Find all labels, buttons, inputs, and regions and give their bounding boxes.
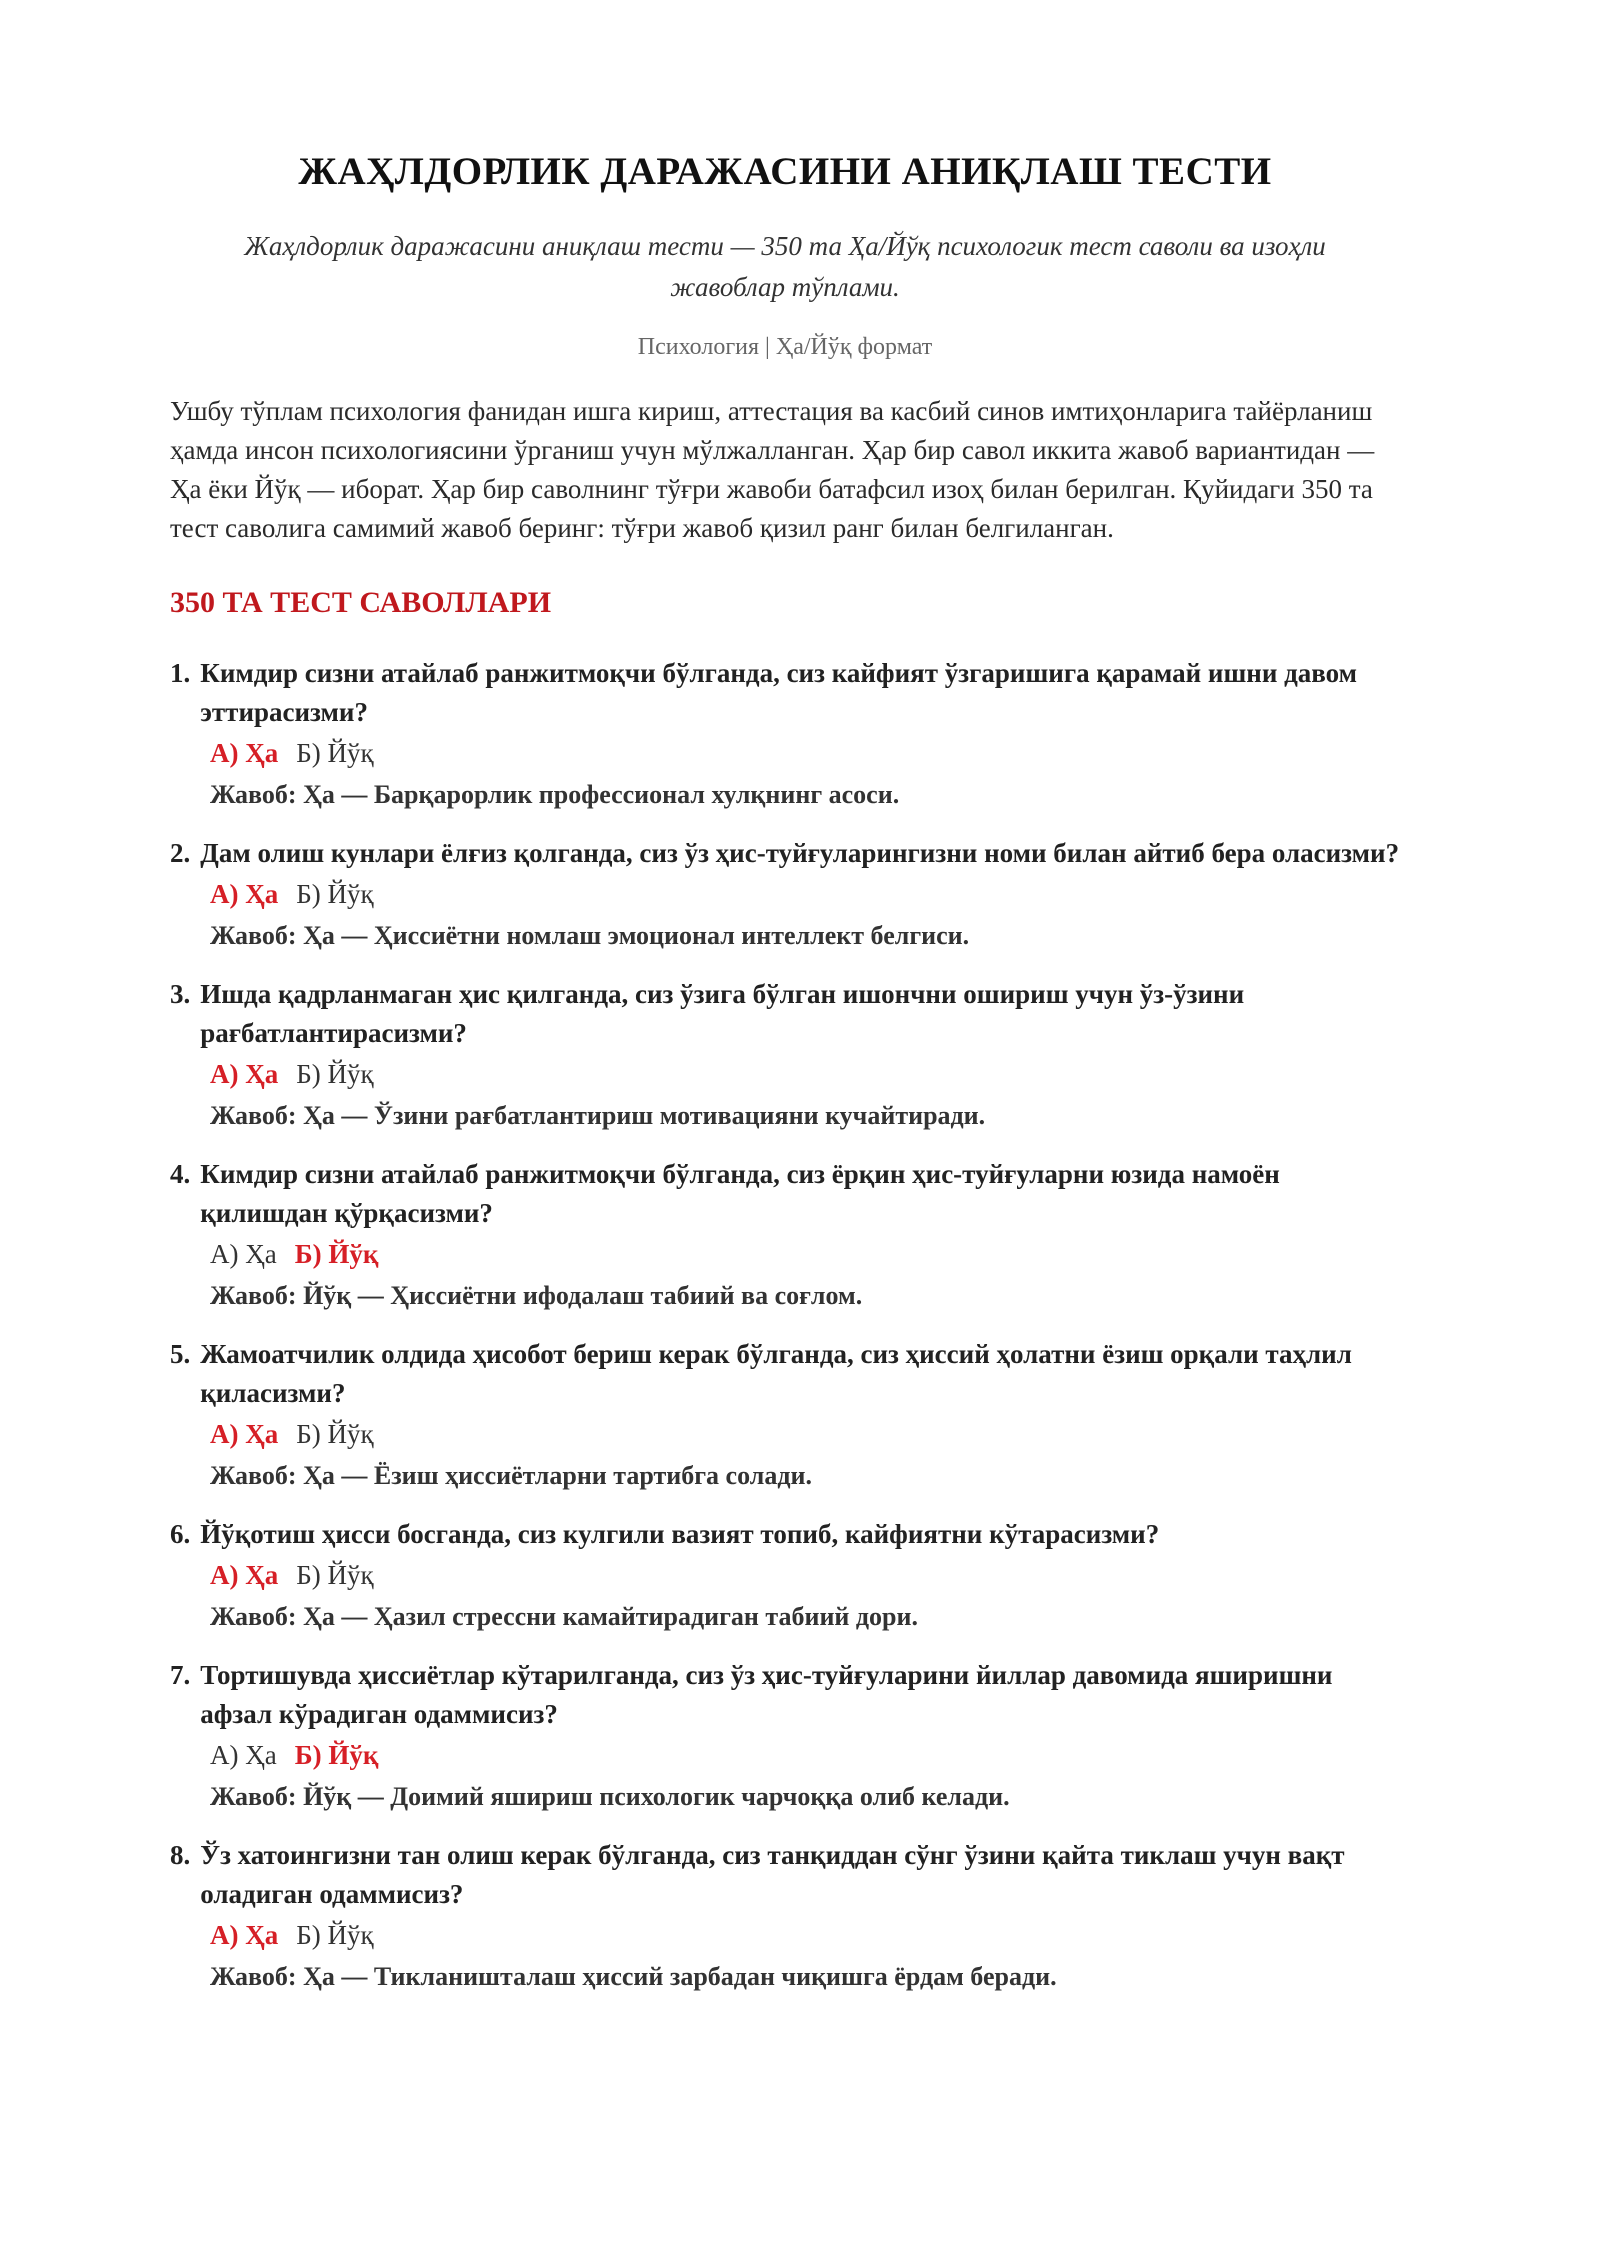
answer-explanation: Жавоб: Ҳа — Ҳиссиётни номлаш эмоционал интеллект белгиси. xyxy=(210,921,970,950)
question-text xyxy=(170,1515,1400,1554)
question-text xyxy=(170,654,1400,732)
question-item xyxy=(170,975,1400,1137)
option-a: А) Ҳа xyxy=(210,879,279,909)
question-list xyxy=(170,654,1400,1998)
question-number: 7. xyxy=(170,1660,191,1690)
answer-explanation: Жавоб: Ҳа — Ёзиш ҳиссиётларни тартибга солади. xyxy=(210,1461,812,1490)
option-b: Б) Йўқ xyxy=(296,1419,374,1449)
question-body: Дам олиш кунлари ёлғиз қолганда, сиз ўз ҳис-туйғуларингизни номи билан айтиб бера оласизми? xyxy=(200,838,1400,868)
question-body: Тортишувда ҳиссиётлар кўтарилганда, сиз ўз ҳис-туйғуларини йиллар давомида яширишни афзал кўрадиган одаммисиз? xyxy=(200,1660,1333,1729)
answer-explanation: Жавоб: Йўқ — Доимий яшириш психологик чарчоққа олиб келади. xyxy=(210,1782,1010,1811)
question-number: 8. xyxy=(170,1840,191,1870)
option-b: Б) Йўқ xyxy=(296,1920,374,1950)
answer-options xyxy=(170,1053,1400,1095)
option-a: А) Ҳа xyxy=(210,1740,277,1770)
answer-options xyxy=(170,873,1400,915)
document-subtitle: Жаҳлдорлик даражасини аниқлаш тести — 350 та Ҳа/Йўқ психологик тест саволи ва изоҳли жавоблар тўплами. xyxy=(244,231,1326,302)
answer-options xyxy=(170,1233,1400,1275)
question-item xyxy=(170,654,1400,816)
answer-options xyxy=(170,732,1400,774)
answer-options xyxy=(170,1413,1400,1455)
question-number: 3. xyxy=(170,979,191,1009)
question-number: 6. xyxy=(170,1519,191,1549)
option-b: Б) Йўқ xyxy=(294,1740,379,1770)
answer-explanation: Жавоб: Ҳа — Ҳазил стрессни камайтирадиган табиий дори. xyxy=(210,1602,918,1631)
question-text xyxy=(170,1155,1400,1233)
question-body: Йўқотиш ҳисси босганда, сиз кулгили вазият топиб, кайфиятни кўтарасизми? xyxy=(200,1519,1160,1549)
question-text xyxy=(170,975,1400,1053)
option-b: Б) Йўқ xyxy=(296,738,374,768)
question-body: Жамоатчилик олдида ҳисобот бериш керак бўлганда, сиз ҳиссий ҳолатни ёзиш орқали таҳлил қиласизми? xyxy=(200,1339,1352,1408)
question-item xyxy=(170,1515,1400,1638)
answer-options xyxy=(170,1734,1400,1776)
option-b: Б) Йўқ xyxy=(294,1239,379,1269)
question-number: 5. xyxy=(170,1339,191,1369)
answer-explanation: Жавоб: Йўқ — Ҳиссиётни ифодалаш табиий ва соғлом. xyxy=(210,1281,863,1310)
question-number: 4. xyxy=(170,1159,191,1189)
question-body: Ишда қадрланмаган ҳис қилганда, сиз ўзига бўлган ишончни ошириш учун ўз-ўзини рағбатлантирасизми? xyxy=(200,979,1245,1048)
intro-paragraph: Ушбу тўплам психология фанидан ишга кириш, аттестация ва касбий синов имтиҳонларига тайёрланиш ҳамда инсон психологиясини ўрганиш учун мўлжалланган. Ҳар бир савол иккита жавоб вариантидан — Ҳа ёки Йўқ — иборат. Ҳар бир саволнинг тўғри жавоби батафсил изоҳ билан берилган. Қуйидаги 350 та тест саволига самимий жавоб беринг: тўғри жавоб қизил ранг билан белгиланган. xyxy=(170,396,1375,543)
question-number: 1. xyxy=(170,658,191,688)
answer-explanation: Жавоб: Ҳа — Тикланишталаш ҳиссий зарбадан чиқишга ёрдам беради. xyxy=(210,1962,1057,1991)
question-item xyxy=(170,1155,1400,1317)
document-meta: Психология | Ҳа/Йўқ формат xyxy=(637,334,933,360)
answer-explanation: Жавоб: Ҳа — Барқарорлик профессионал хулқнинг асоси. xyxy=(210,780,900,809)
option-a: А) Ҳа xyxy=(210,738,279,768)
question-item xyxy=(170,1836,1400,1998)
question-item xyxy=(170,834,1400,957)
question-text xyxy=(170,834,1400,873)
option-a: А) Ҳа xyxy=(210,1239,277,1269)
document-title: ЖАҲЛДОРЛИК ДАРАЖАСИНИ АНИҚЛАШ ТЕСТИ xyxy=(298,150,1272,193)
question-number: 2. xyxy=(170,838,191,868)
option-b: Б) Йўқ xyxy=(296,1560,374,1590)
option-a: А) Ҳа xyxy=(210,1059,279,1089)
question-text xyxy=(170,1836,1400,1914)
section-heading: 350 ТА ТЕСТ САВОЛЛАРИ xyxy=(170,586,552,619)
question-item xyxy=(170,1335,1400,1497)
option-b: Б) Йўқ xyxy=(296,879,374,909)
question-item xyxy=(170,1656,1400,1818)
question-body: Кимдир сизни атайлаб ранжитмоқчи бўлганда, сиз ёрқин ҳис-туйғуларни юзида намоён қилишдан қўрқасизми? xyxy=(200,1159,1280,1228)
answer-explanation: Жавоб: Ҳа — Ўзини рағбатлантириш мотивацияни кучайтиради. xyxy=(210,1101,986,1130)
option-a: А) Ҳа xyxy=(210,1920,279,1950)
option-b: Б) Йўқ xyxy=(296,1059,374,1089)
question-text xyxy=(170,1656,1400,1734)
option-a: А) Ҳа xyxy=(210,1419,279,1449)
question-body: Ўз хатоингизни тан олиш керак бўлганда, сиз танқиддан сўнг ўзини қайта тиклаш учун вақт оладиган одаммисиз? xyxy=(200,1840,1345,1909)
question-text xyxy=(170,1335,1400,1413)
option-a: А) Ҳа xyxy=(210,1560,279,1590)
question-body: Кимдир сизни атайлаб ранжитмоқчи бўлганда, сиз кайфият ўзгаришига қарамай ишни давом эттирасизми? xyxy=(200,658,1358,727)
answer-options xyxy=(170,1914,1400,1956)
answer-options xyxy=(170,1554,1400,1596)
